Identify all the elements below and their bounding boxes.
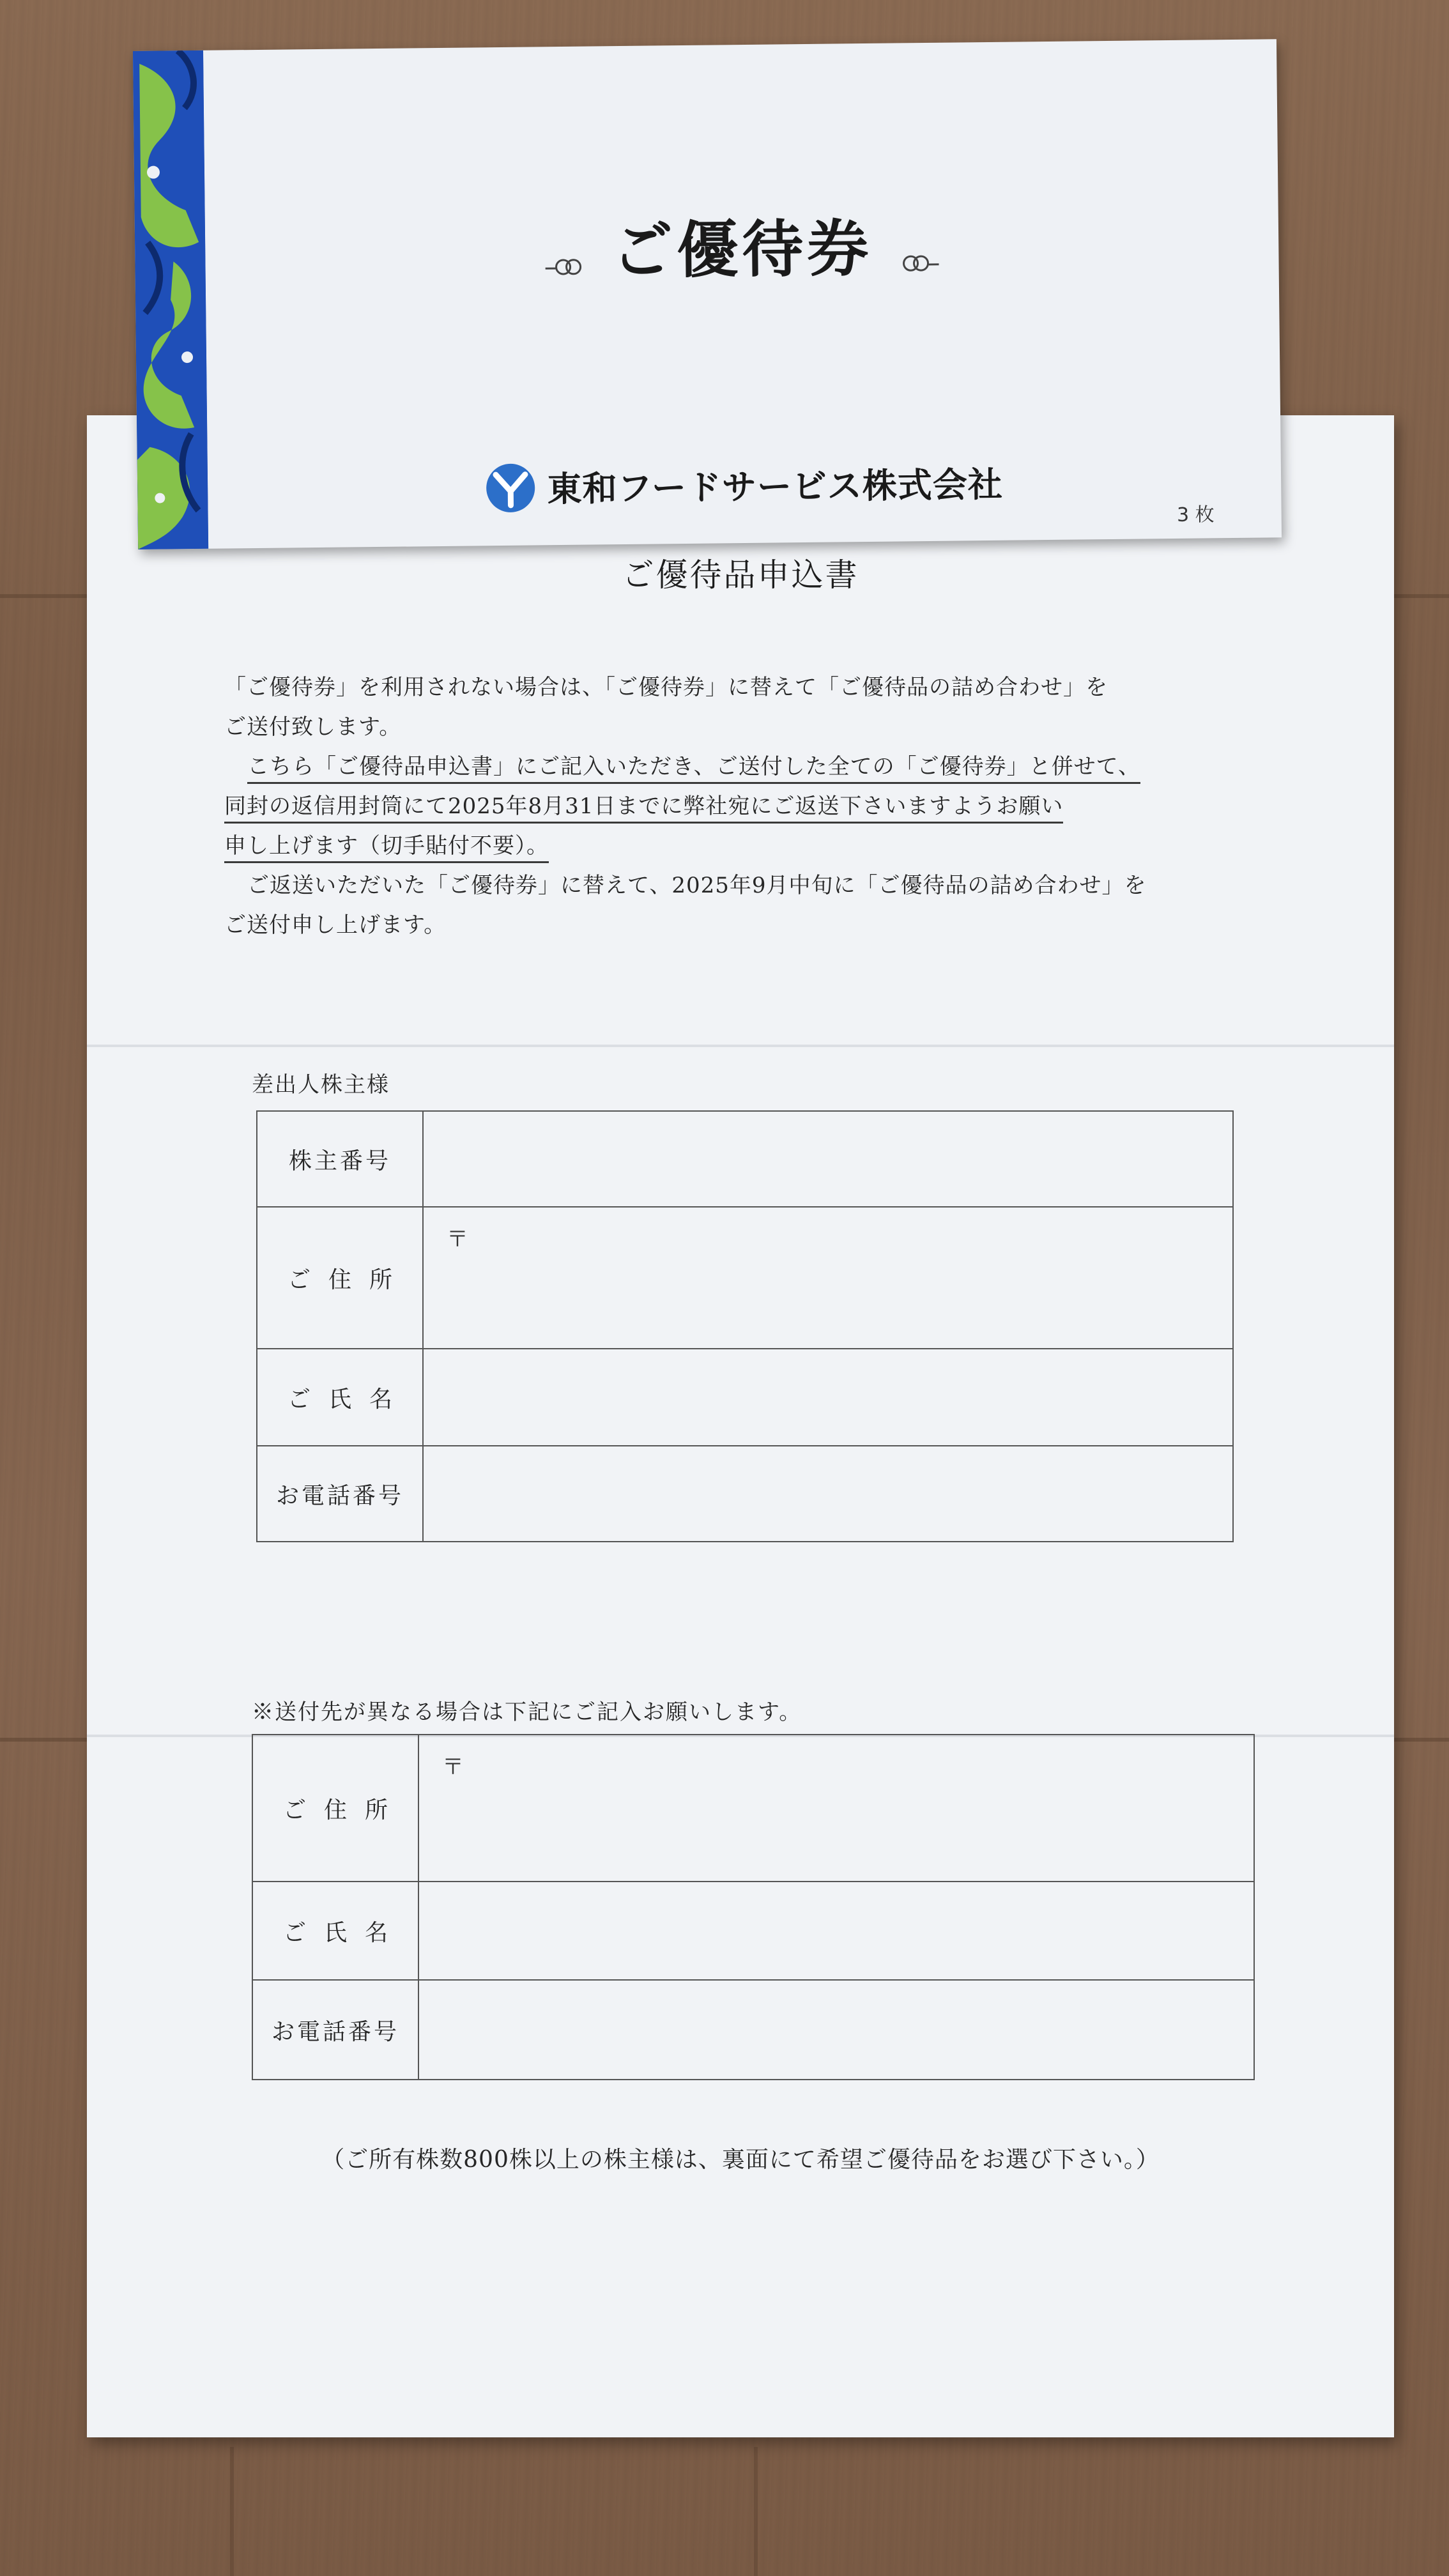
address-field[interactable] — [423, 1207, 1233, 1349]
intro-line-underlined: 同封の返信用封筒にて2025年8月31日までに弊社宛にご返送下さいますようお願い — [224, 786, 1323, 826]
name-field[interactable] — [423, 1349, 1233, 1446]
form-title: ご優待品申込書 — [622, 556, 859, 594]
voucher-count: 3 枚 — [1176, 503, 1215, 526]
table-row — [257, 1446, 1233, 1542]
alt-name-field[interactable] — [418, 1882, 1254, 1980]
alt-recipient-heading: ※送付先が異なる場合は下記にご記入お願いします。 — [252, 1699, 802, 1725]
field-label: お電話番号 — [257, 1446, 423, 1542]
wood-seam — [754, 2447, 758, 2576]
postal-mark: 〒 — [447, 1227, 468, 1252]
booklet-spine-pattern — [133, 50, 208, 549]
intro-line-underlined: こちら「ご優待品申込書」にご記入いただき、ご送付した全ての「ご優待券」と併せて、 — [224, 747, 1323, 786]
wood-seam — [230, 2447, 234, 2576]
intro-line: ご送付致します。 — [224, 714, 402, 740]
table-row — [252, 1980, 1254, 2080]
sender-table — [256, 1110, 1234, 1542]
intro-line-underlined: 申し上げます（切手貼付不要）。 — [224, 826, 1323, 866]
field-label: ご氏名 — [257, 1349, 423, 1446]
ornament-right-icon — [894, 217, 939, 289]
sender-heading: 差出人株主様 — [252, 1072, 390, 1098]
booklet-title-text: ご優待券 — [611, 211, 873, 288]
postal-mark: 〒 — [442, 1754, 464, 1780]
intro-text — [224, 668, 1323, 945]
intro-line: ご送付申し上げます。 — [224, 912, 447, 938]
field-label: ご氏名 — [252, 1882, 418, 1980]
alt-phone-field[interactable] — [418, 1980, 1254, 2080]
alt-address-field[interactable] — [418, 1735, 1254, 1882]
table-row — [252, 1882, 1254, 1980]
phone-field[interactable] — [423, 1446, 1233, 1542]
fold-line — [87, 1045, 1394, 1047]
alt-recipient-table — [252, 1734, 1255, 2080]
table-row — [257, 1111, 1233, 1207]
field-label: ご住所 — [252, 1735, 418, 1882]
booklet-title — [205, 195, 1279, 296]
company-logo-icon — [486, 463, 536, 521]
field-label: お電話番号 — [252, 1980, 418, 2080]
company-name — [208, 454, 1282, 524]
company-name-text: 東和フードサービス株式会社 — [547, 464, 1004, 510]
table-row — [257, 1349, 1233, 1446]
intro-line: ご返送いただいた「ご優待券」に替えて、2025年9月中旬に「ご優待品の詰め合わせ」を — [247, 873, 1147, 898]
footnote: （ご所有株数800株以上の株主様は、裏面にて希望ご優待品をお選び下さい。） — [321, 2147, 1160, 2173]
shareholder-number-field[interactable] — [423, 1111, 1233, 1207]
application-form-sheet — [87, 415, 1394, 2437]
field-label: 株主番号 — [257, 1111, 423, 1207]
table-row — [252, 1735, 1254, 1882]
intro-line: 「ご優待券」を利用されない場合は、「ご優待券」に替えて「ご優待品の詰め合わせ」を — [224, 675, 1108, 700]
field-label: ご住所 — [257, 1207, 423, 1349]
voucher-booklet — [133, 39, 1282, 549]
ornament-left-icon — [545, 220, 590, 293]
table-row — [257, 1207, 1233, 1349]
